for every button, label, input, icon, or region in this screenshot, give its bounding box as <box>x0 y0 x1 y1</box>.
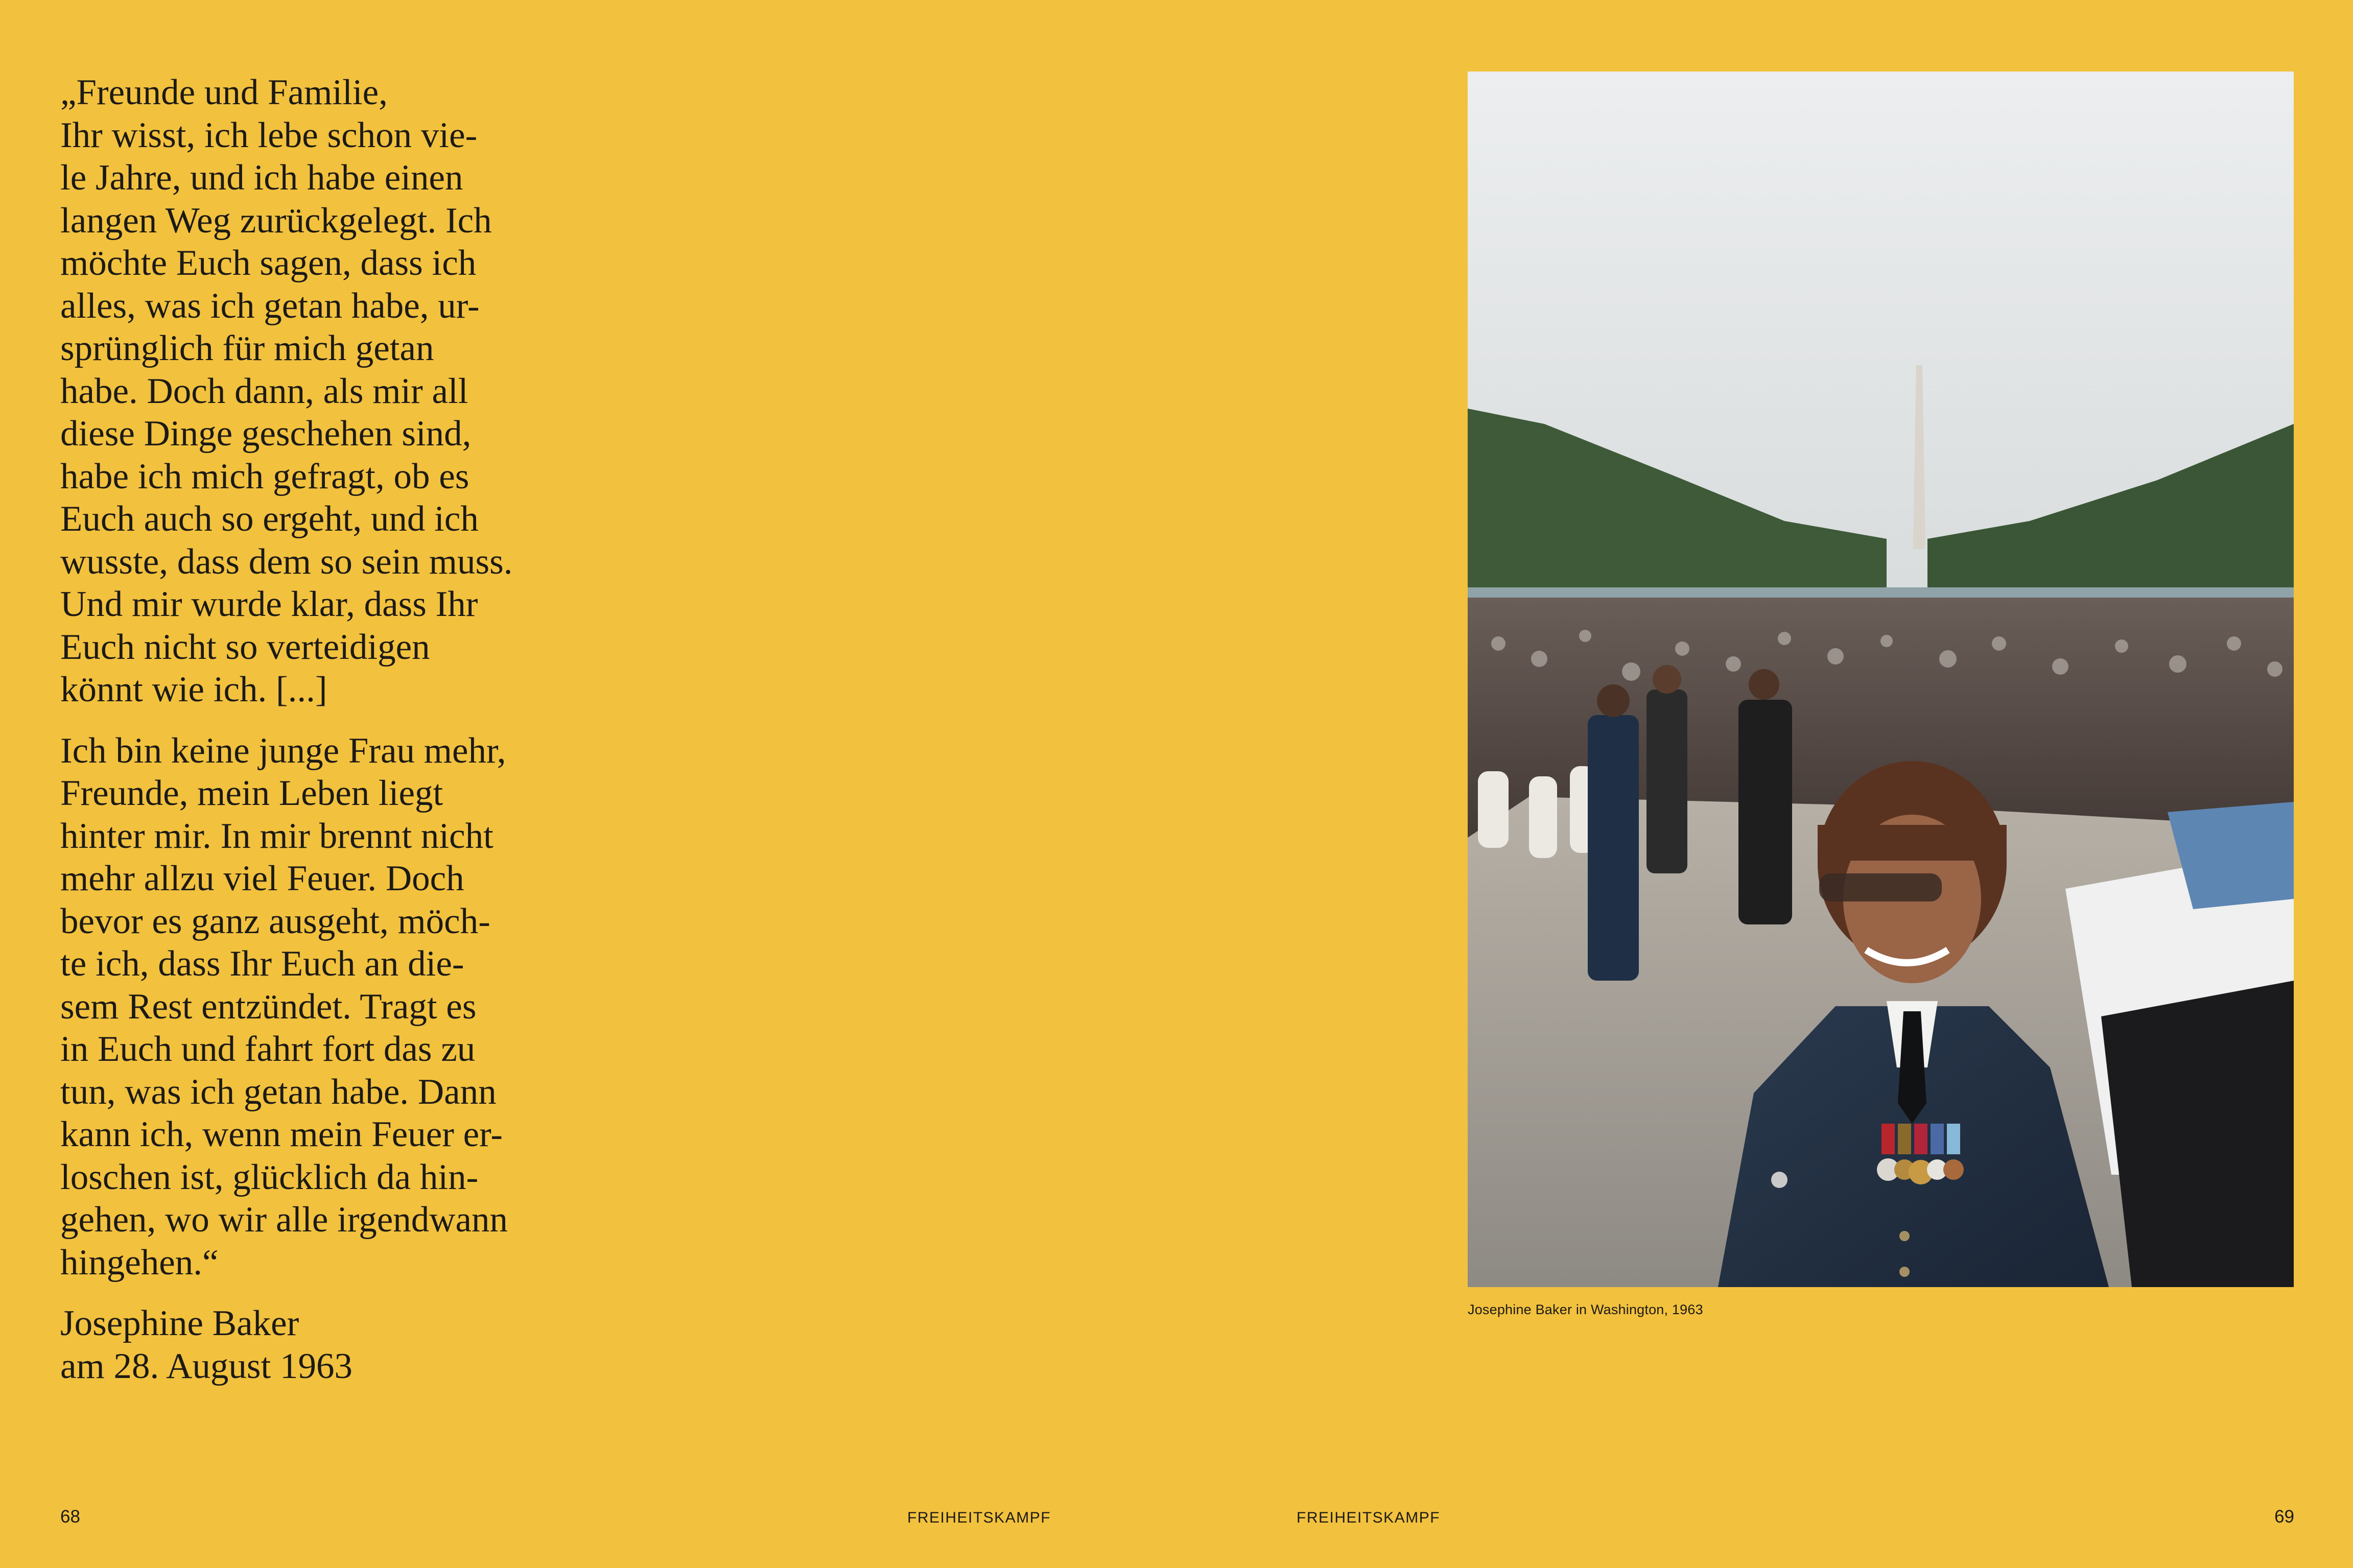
running-head-left: FREIHEITSKAMPF <box>907 1509 1051 1526</box>
page-number-right: 69 <box>2274 1507 2294 1527</box>
quote-paragraph-2: Ich bin keine junge Frau mehr, Freunde, mein Leben liegt hinter mir. In mir brennt nicht mehr allzu viel Feuer. Doch bevor es ganz ausgeht, möch- te ich, dass Ihr Euch an die- sem Rest entzündet. Tragt es in Euch und fahrt fort das zu tun, was ich getan habe. Dann kann ich, wenn mein Feuer er- loschen ist, glücklich da hin- gehen, wo wir alle irgendwann hingehen.“ <box>60 730 508 1282</box>
running-head-right: FREIHEITSKAMPF <box>1297 1509 1441 1526</box>
photo-josephine-baker <box>1468 72 2294 1287</box>
quote-paragraph-1: „Freunde und Familie, Ihr wisst, ich lebe schon vie- le Jahre, und ich habe einen langen Weg zurückgelegt. Ich möchte Euch sagen, dass ich alles, was ich getan habe, ur- sprünglich für mich getan habe. Doch dann, als mir all diese Dinge geschehen sind, habe ich mich gefragt, ob es Euch auch so ergeht, und ich wusste, dass dem so sein muss. Und mir wurde klar, dass Ihr Euch nicht so verteidigen könnt wie ich. [...] <box>60 73 513 709</box>
quote-attribution: Josephine Baker am 28. August 1963 <box>60 1303 352 1386</box>
photo-caption: Josephine Baker in Washington, 1963 <box>1468 1302 1703 1317</box>
page-number-left: 68 <box>60 1507 80 1527</box>
quote-block <box>60 72 571 1388</box>
